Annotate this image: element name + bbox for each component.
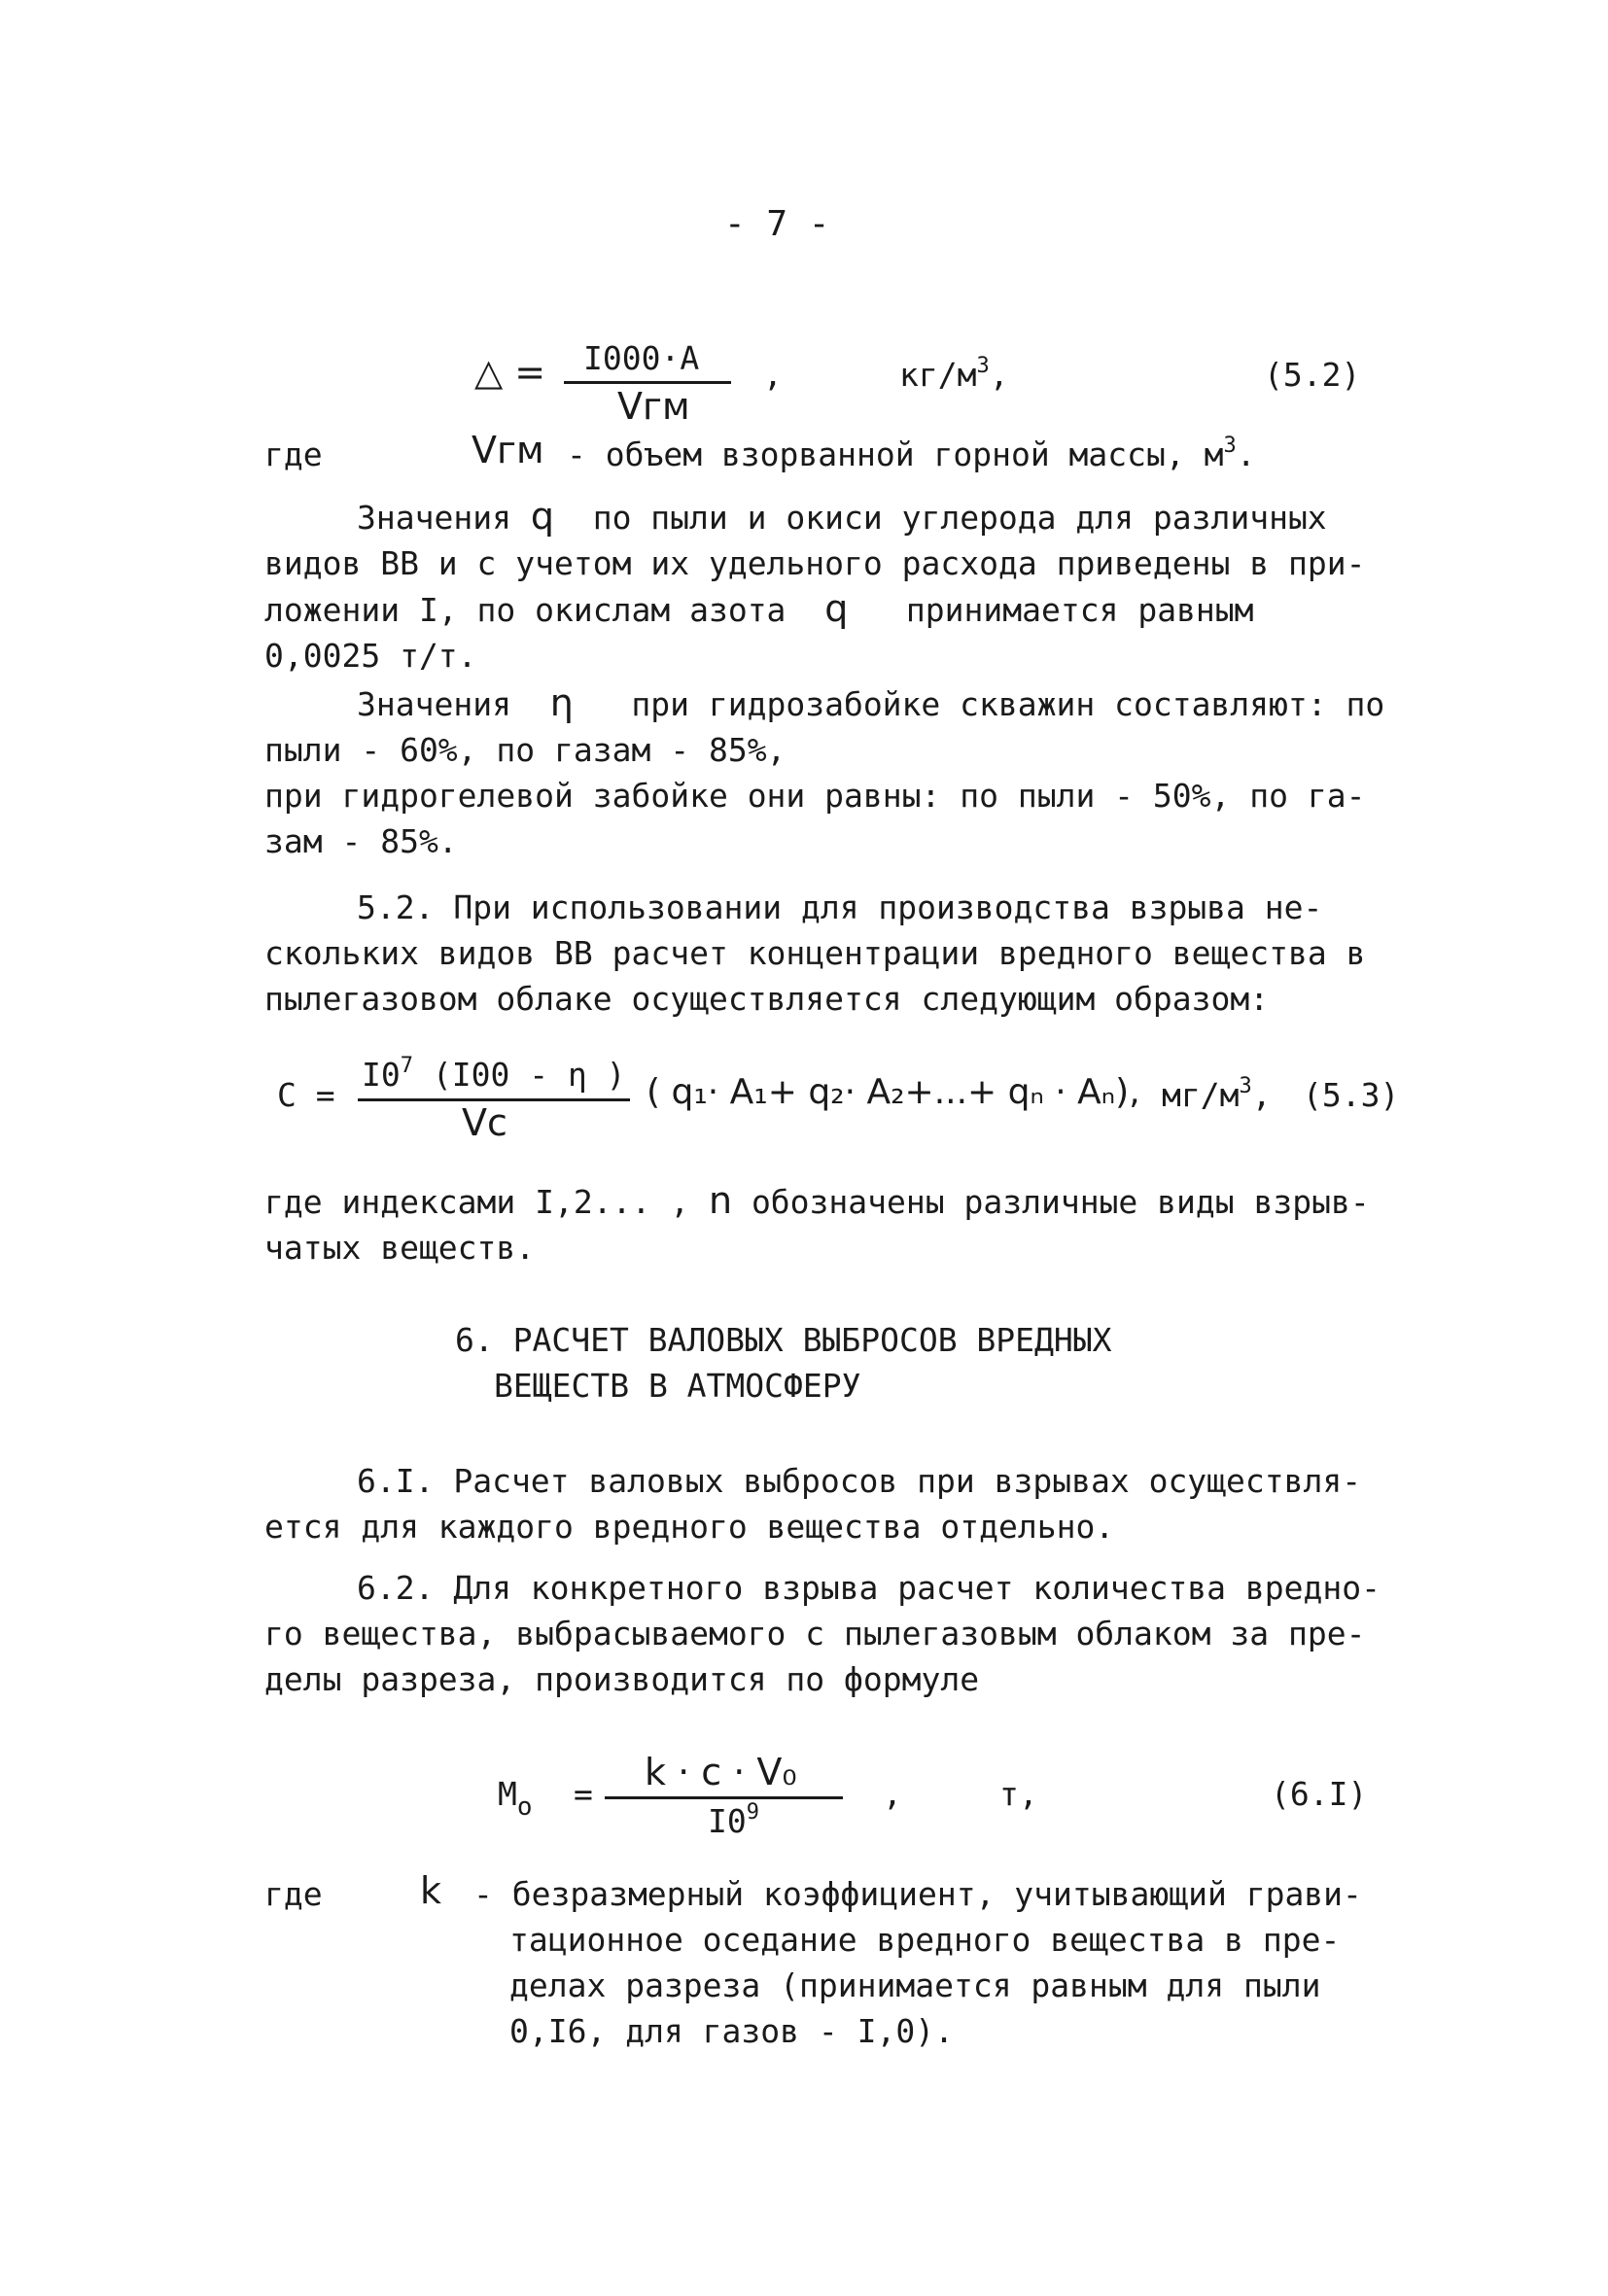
symbol-q: q <box>530 495 554 538</box>
text-line: при гидрогелевой забойке они равны: по пыли - 50%, по га- <box>264 777 1366 815</box>
fraction-denominator <box>708 1798 759 1844</box>
equation-units <box>1162 1072 1272 1118</box>
text-line: пыли - 60%, по газам - 85%, <box>264 731 787 769</box>
text-line <box>264 1178 1382 1225</box>
text-line: чатых веществ. <box>264 1229 536 1267</box>
text-line: пылегазовом облаке осуществляется следующим образом: <box>264 980 1270 1018</box>
fraction-numerator <box>362 1052 626 1097</box>
text-line: 0,I6, для газов - I,0). <box>509 2012 954 2050</box>
page-number: - 7 - <box>724 204 830 244</box>
text-fragment: по пыли и окиси углерода для различных <box>592 499 1327 537</box>
text-line: - безразмерный коэффициент, учитывающий грави- <box>473 1875 1362 1913</box>
fraction-denominator: Vc <box>462 1101 507 1144</box>
text-line: делах разреза (принимается равным для пыли <box>509 1966 1321 2004</box>
units-exponent: 3 <box>1239 1074 1252 1098</box>
text-line: видов ВВ и с учетом их удельного расхода приведены в при- <box>264 544 1366 582</box>
text-line: зам - 85%. <box>264 822 458 860</box>
text-line: 6.2. Для конкретного взрыва расчет количества вредно- <box>357 1569 1381 1607</box>
numerator-base: I0 <box>362 1056 401 1094</box>
equation-comma: , <box>883 1775 902 1813</box>
text-line: 6.I. Расчет валовых выбросов при взрывах осуществля- <box>357 1462 1362 1500</box>
units-base: кг/м <box>899 356 977 394</box>
lhs-main: M <box>498 1775 517 1813</box>
equation-lhs: △ = <box>474 351 546 394</box>
text-fragment: при гидрозабойке скважин составляют: по <box>631 685 1385 723</box>
where-word: где <box>264 1875 323 1913</box>
equals-sign: = <box>574 1775 593 1813</box>
text-line <box>264 586 1382 633</box>
definition-text <box>473 1871 1362 2054</box>
lhs-subscript: o <box>516 1792 533 1822</box>
where-word: где <box>264 435 323 473</box>
text-line: 5.2. При использовании для производства взрыва не- <box>357 888 1323 926</box>
heading-line: 6. РАСЧЕТ ВАЛОВЫХ ВЫБРОСОВ ВРЕДНЫХ <box>455 1321 1112 1359</box>
definition-tail: . <box>1236 435 1256 473</box>
text-line: делы разреза, производится по формуле <box>264 1660 980 1698</box>
equation-units: т, <box>999 1775 1038 1813</box>
symbol-q: q <box>824 587 849 630</box>
text-line: тационное оседание вредного вещества в пре- <box>509 1921 1341 1959</box>
text-fragment: Значения <box>357 685 511 723</box>
numerator-tail: (I00 - η ) <box>432 1056 626 1094</box>
text-line: ется для каждого вредного вещества отдельно. <box>264 1508 1115 1546</box>
paragraph-q-values <box>264 494 1382 678</box>
numerator-exponent: 7 <box>400 1054 413 1078</box>
text-line: го вещества, выбрасываемого с пылегазовым облаком за пре- <box>264 1615 1366 1652</box>
fraction-denominator: Vгм <box>617 385 690 428</box>
units-tail: , <box>1251 1076 1272 1114</box>
fraction-numerator: I000·A <box>583 339 700 377</box>
text-line: скольких видов ВВ расчет концентрации вредного вещества в <box>264 934 1366 972</box>
equation-number: (6.I) <box>1271 1775 1368 1813</box>
equation-lhs <box>498 1771 533 1821</box>
text-fragment: принимается равным <box>905 591 1254 629</box>
units-base: мг/м <box>1162 1076 1240 1114</box>
text-fragment: ложении I, по окислам азота <box>264 591 787 629</box>
equation-sum: ( q₁· A₁+ q₂· A₂+...+ qₙ · Aₙ), <box>647 1072 1140 1112</box>
equation-number: (5.2) <box>1264 356 1361 394</box>
equation-lhs: C = <box>277 1076 335 1114</box>
heading-line: ВЕЩЕСТВ В АТМОСФЕРУ <box>494 1367 861 1405</box>
definition-symbol: Vгм <box>472 429 544 471</box>
definition-symbol: k <box>420 1869 442 1912</box>
definition-base: - объем взорванной горной массы, м <box>567 435 1224 473</box>
fraction-numerator: k · c · V₀ <box>645 1751 797 1793</box>
text-line <box>264 680 1385 727</box>
denominator-base: I0 <box>708 1802 747 1840</box>
text-fragment: Значения <box>357 499 511 537</box>
equation-number: (5.3) <box>1303 1076 1400 1114</box>
text-line: 0,0025 т/т. <box>264 637 477 675</box>
paragraph-5-2 <box>264 885 1382 1022</box>
text-fragment: где индексами I,2... , <box>264 1183 690 1221</box>
denominator-exponent: 9 <box>746 1800 759 1825</box>
paragraph-where-indices <box>264 1178 1382 1270</box>
units-exponent: 3 <box>976 354 990 378</box>
text-fragment: обозначены различные виды взрыв- <box>751 1183 1370 1221</box>
paragraph-6-2 <box>264 1565 1382 1702</box>
equation-comma: , <box>763 356 783 394</box>
units-tail: , <box>989 356 1009 394</box>
definition-text <box>567 432 1256 477</box>
paragraph-6-1 <box>264 1458 1382 1549</box>
symbol-n: n <box>708 1179 733 1222</box>
equation-units <box>899 352 1009 398</box>
paragraph-eta-values <box>264 680 1385 864</box>
text-line <box>264 494 1382 540</box>
symbol-eta: η <box>549 681 574 724</box>
definition-exponent: 3 <box>1223 434 1237 458</box>
